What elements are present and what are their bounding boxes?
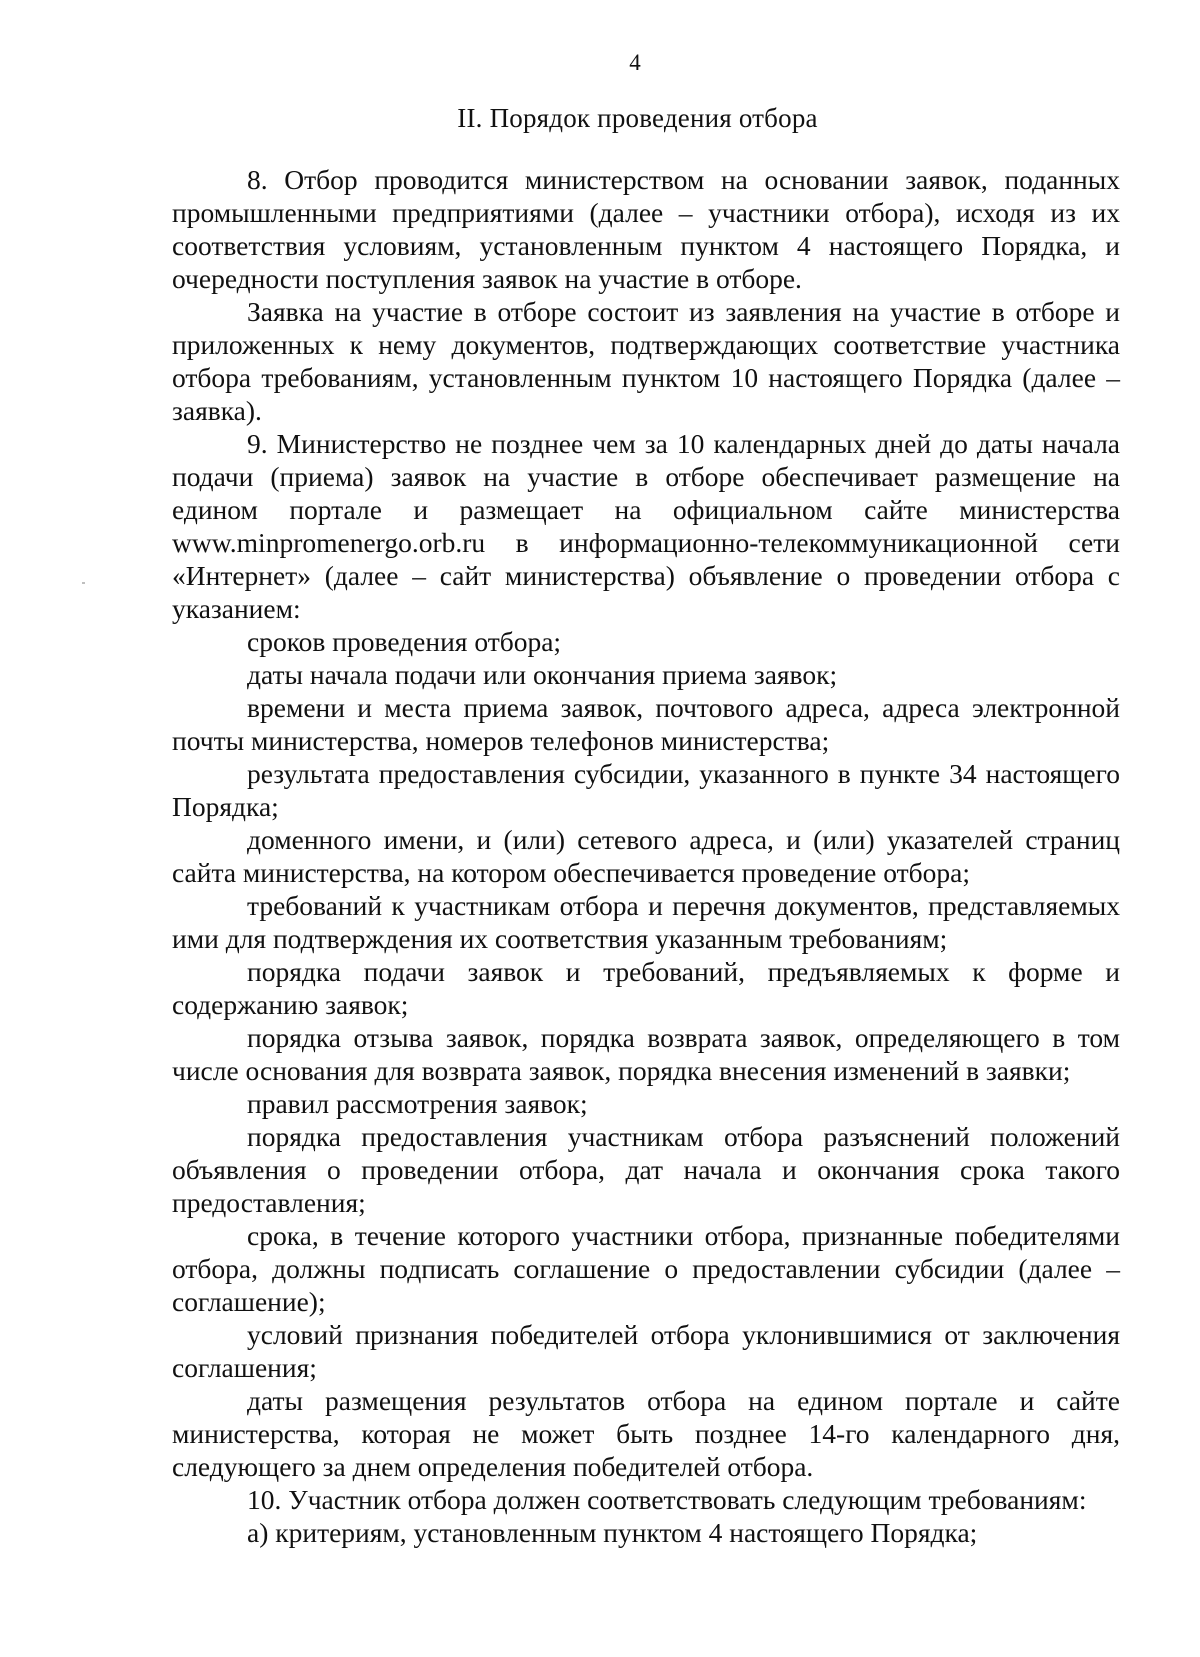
list-item-clarifications: порядка предоставления участникам отбора разъяснений положений объявления о проведении отбора, дат начала и окончания срока такого предоставления; bbox=[172, 1121, 1120, 1218]
list-item-contacts: времени и места приема заявок, почтового адреса, адреса электронной почты министерства, номеров телефонов министерства; bbox=[172, 692, 1120, 756]
list-item-participant-requirements: требований к участникам отбора и перечня документов, представляемых ими для подтверждения их соответствия указанным требованиям; bbox=[172, 890, 1120, 954]
page-number: 4 bbox=[629, 50, 641, 75]
list-item-application-dates: даты начала подачи или окончания приема заявок; bbox=[247, 659, 838, 690]
list-item-agreement-deadline: срока, в течение которого участники отбора, признанные победителями отбора, должны подписать соглашение о предоставлении субсидии (далее – соглашение); bbox=[172, 1220, 1120, 1317]
section-title: II. Порядок проведения отбора bbox=[457, 103, 818, 133]
list-item-withdrawal-return: порядка отзыва заявок, порядка возврата заявок, определяющего в том числе основания для возврата заявок, порядка внесения изменений в заявки; bbox=[172, 1022, 1120, 1086]
list-item-results-publication: даты размещения результатов отбора на едином портале и сайте министерства, которая не может быть позднее 14-го календарного дня, следующего за днем определения победителей отбора. bbox=[172, 1385, 1120, 1482]
paragraph-application-definition: Заявка на участие в отборе состоит из заявления на участие в отборе и приложенных к нему документов, подтверждающих соответствие участника отбора требованиям, установленным пунктом 10 настоящего Порядка (далее – заявка). bbox=[172, 296, 1120, 426]
list-item-application-form: порядка подачи заявок и требований, предъявляемых к форме и содержанию заявок; bbox=[172, 956, 1120, 1020]
paragraph-9: 9. Министерство не позднее чем за 10 календарных дней до даты начала подачи (приема) заявок на участие в отборе обеспечивает размещение на едином портале и размещает на официальном сайте министерства www.minpromenergo.orb.ru в информационно-телекоммуникационной сети «Интернет» (далее – сайт министерства) объявление о проведении отбора с указанием: bbox=[172, 428, 1120, 624]
paragraph-10a: а) критериям, установленным пунктом 4 настоящего Порядка; bbox=[247, 1517, 978, 1548]
list-item-review-rules: правил рассмотрения заявок; bbox=[247, 1088, 588, 1119]
list-item-website-address: доменного имени, и (или) сетевого адреса, и (или) указателей страниц сайта министерства, на котором обеспечивается проведение отбора; bbox=[172, 824, 1120, 888]
list-item-evasion-conditions: условий признания победителей отбора уклонившимися от заключения соглашения; bbox=[172, 1319, 1120, 1383]
document-body bbox=[172, 163, 1120, 1549]
list-item-subsidy-result: результата предоставления субсидии, указанного в пункте 34 настоящего Порядка; bbox=[172, 758, 1120, 822]
paragraph-10: 10. Участник отбора должен соответствовать следующим требованиям: bbox=[247, 1484, 1087, 1515]
scan-artifact bbox=[82, 582, 85, 584]
paragraph-8: 8. Отбор проводится министерством на основании заявок, поданных промышленными предприятиями (далее – участники отбора), исходя из их соответствия условиям, установленным пунктом 4 настоящего Порядка, и очередности поступления заявок на участие в отборе. bbox=[172, 164, 1120, 294]
list-item-selection-terms: сроков проведения отбора; bbox=[247, 626, 562, 657]
